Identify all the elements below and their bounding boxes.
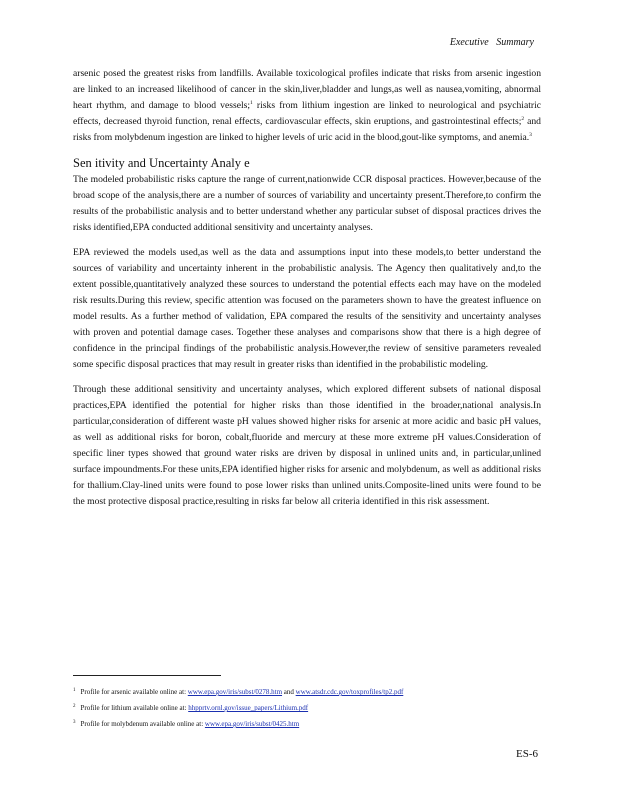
footnote-divider <box>73 675 221 676</box>
footnote-connector: and <box>283 688 294 696</box>
footnote-link[interactable]: www.epa.gov/iris/subst/0425.htm <box>204 720 300 728</box>
footnote-link[interactable]: hhpprtv.ornl.gov/issue_papers/Lithium.pdf <box>188 704 309 712</box>
footnote-text: Profile for lithium available online at: <box>80 704 189 712</box>
footnotes <box>73 684 553 732</box>
section-paragraph: The modeled probabilistic risks capture the range of current,nationwide CCR disposal practices. However,because of the broad scope of the analysis,there are a number of sources of variability and uncertainty present.Therefore,to confirm the results of the probabilistic analysis and to better understand whether any particular subset of disposal practices drives the risks identified,EPA conducted additional sensitivity and uncertainty analyses. <box>73 174 541 233</box>
footnote-link[interactable]: www.atsdr.cdc.gov/toxprofiles/tp2.pdf <box>295 688 404 696</box>
running-head: Executive Summary <box>449 37 534 48</box>
footnote-text: Profile for molybdenum available online at: <box>80 720 205 728</box>
footnote-marker: 2 <box>73 704 76 709</box>
footnote-marker: 3 <box>73 720 76 725</box>
footnote <box>73 700 553 716</box>
footnote-marker: 1 <box>73 688 76 693</box>
text-segment: and risks from molybdenum ingestion are linked to higher levels of uric acid in the blood,gout-like symptoms, and anemia. <box>73 116 541 143</box>
section-paragraph: Through these additional sensitivity and uncertainty analyses, which explored different subsets of national disposal practices,EPA identified the potential for higher risks than those identified in the broader,national analysis.In particular,consideration of different waste pH values showed higher risks for arsenic at more acidic and basic pH values, as well as additional risks for boron, cobalt,fluoride and mercury at these more extreme pH values.Consideration of specific liner types showed that ground water risks are driven by disposal in unlined units and, in particular,unlined surface impoundments.For these units,EPA identified higher risks for arsenic and molybdenum, as well as additional risks for thallium.Clay-lined units were found to pose lower risks than unlined units.Composite-lined units were found to be the most protective disposal practice,resulting in risks far below all criteria identified in this risk assessment. <box>73 384 541 507</box>
footnote-ref[interactable]: 2 <box>521 116 525 122</box>
intro-paragraph <box>73 66 541 146</box>
footnote-ref[interactable]: 3 <box>529 132 532 138</box>
section-paragraph: EPA reviewed the models used,as well as the data and assumptions input into these models,to better understand the sources of variability and uncertainty inherent in the probabilistic analysis. The Agency then qualitatively and,to the extent possible,quantitatively analyzed these sources to understand the potential effects each may have on the modeled risk results.During this review, specific attention was focused on the parameters shown to have the greatest influence on model results. As a further method of validation, EPA compared the results of the sensitivity and uncertainty analyses with proven and potential damage cases. Together these analyses and comparisons show that there is a high degree of confidence in the principal findings of the probabilistic analysis.However,the review of sensitive parameters revealed some specific disposal practices that may result in greater risks than identified in the probabilistic modeling. <box>73 247 541 370</box>
section-heading: Sen itivity and Uncertainty Analy e <box>73 156 250 170</box>
footnote-link[interactable]: www.epa.gov/iris/subst/0278.htm <box>187 688 283 696</box>
footnote-text: Profile for arsenic available online at: <box>80 688 188 696</box>
text-segment: risks from lithium ingestion are linked to neurological and psychiatric effects, decreased thyroid function, renal effects, cardiovascular effects, skin eruptions, and gastrointestinal effects; <box>73 100 541 127</box>
page-number: ES-6 <box>516 748 538 760</box>
footnote-ref[interactable]: 1 <box>250 100 253 106</box>
text-segment: arsenic posed the greatest risks from landfills. Available toxicological profiles indicate that risks from arsenic ingestion are linked to an increased likelihood of cancer in the skin,liver,bladder and lungs,as well as nausea,vomiting, abnormal heart rhythm, and damage to blood vessels; <box>73 68 541 111</box>
body-text <box>73 66 541 519</box>
footnote <box>73 716 553 732</box>
footnote <box>73 684 553 700</box>
